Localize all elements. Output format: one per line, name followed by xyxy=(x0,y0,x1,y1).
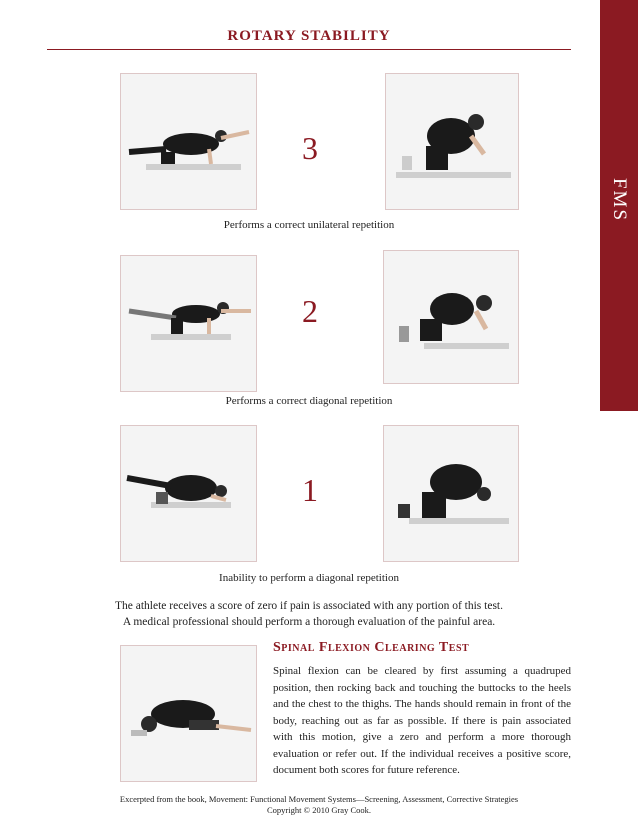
photo-score2-side xyxy=(120,255,257,392)
section-title: Spinal Flexion Clearing Test xyxy=(273,640,470,655)
photo-score1-front xyxy=(383,425,519,562)
zero-score-note-line1: The athlete receives a score of zero if pain is associated with any portion of this test. xyxy=(115,600,503,612)
page-title: ROTARY STABILITY xyxy=(227,28,391,44)
caption-score-1: Inability to perform a diagonal repetition xyxy=(219,572,399,584)
zero-score-note-line2: A medical professional should perform a thorough evaluation of the painful area. xyxy=(122,616,496,628)
score-3: 3 xyxy=(302,130,318,166)
score-2: 2 xyxy=(302,293,318,329)
footer-line2: Copyright © 2010 Gray Cook. xyxy=(267,805,371,815)
score-1: 1 xyxy=(302,472,318,508)
side-tab-label: FMS xyxy=(609,177,630,223)
photo-score3-front xyxy=(385,73,519,210)
photo-score2-front xyxy=(383,250,519,384)
side-tab xyxy=(600,0,638,411)
photo-spinal-flexion xyxy=(120,645,257,782)
footer xyxy=(0,794,638,816)
header-rule xyxy=(47,49,571,50)
zero-score-note xyxy=(0,598,618,630)
photo-score1-side xyxy=(120,425,257,562)
footer-line1: Excerpted from the book, Movement: Functional Movement Systems—Screening, Assessment, Corrective Strategies xyxy=(119,794,519,804)
caption-score-2: Performs a correct diagonal repetition xyxy=(225,395,393,407)
caption-score-3: Performs a correct unilateral repetition xyxy=(223,219,395,231)
section-body: Spinal flexion can be cleared by first assuming a quadruped position, then rocking back and touching the buttocks to the heels and the chest to the thighs. The hands should remain in front of the body, reaching out as far as possible. If there is pain associated with this motion, give a zero and perform a more thorough evaluation or refer out. If the individual receives a positive score, document both scores for future reference. xyxy=(273,665,571,776)
photo-score3-side xyxy=(120,73,257,210)
